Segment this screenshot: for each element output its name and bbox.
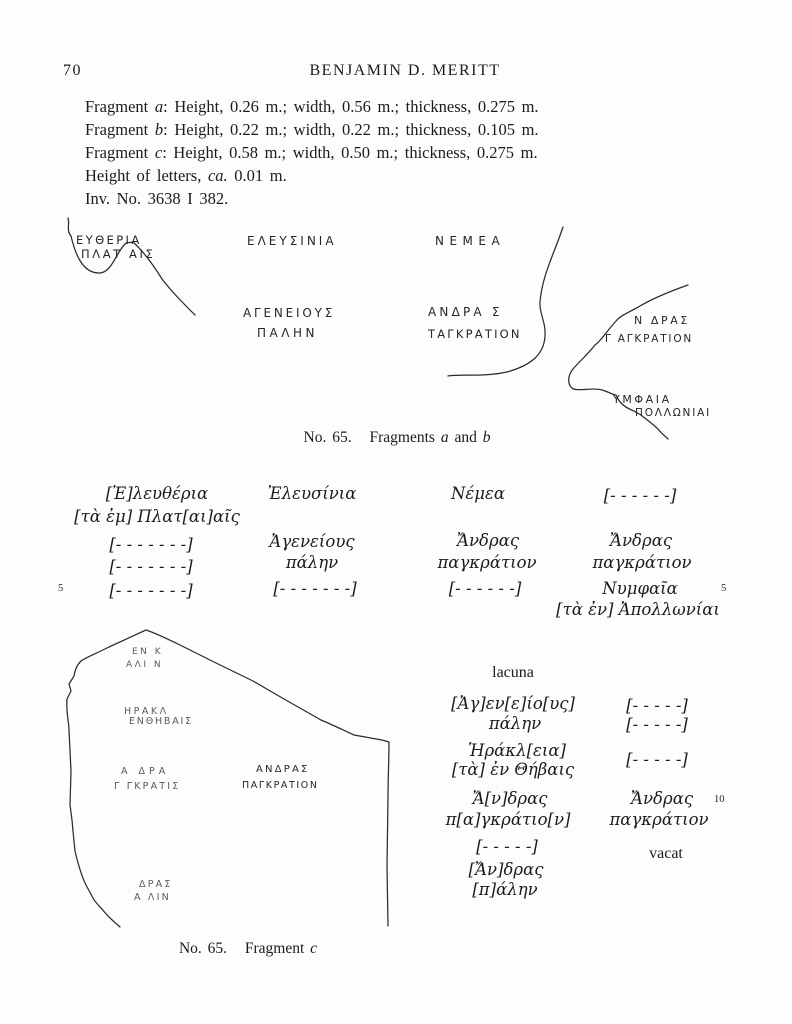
greek-line-fc-r5: παγκράτιον <box>609 810 709 829</box>
greek-line-c2r3: Ἀγενείους <box>269 532 355 551</box>
description-line-fragment-c <box>85 143 538 163</box>
greek-line-fc-r2: [- - - - -] <box>626 715 688 734</box>
running-head-title: BENJAMIN D. MERITT <box>309 62 501 79</box>
description-text: : Height, 0.22 m.; width, 0.22 m.; thickness, 0.105 m. <box>163 120 539 139</box>
greek-line-c1r1: [Ἐ]λευθέρια <box>105 484 209 503</box>
inscription-label-g-agkration: Γ ΑΓΚΡΑΤΙΟΝ <box>605 333 694 345</box>
caption-fragment-b: b <box>482 429 491 446</box>
caption-number: No. 65. <box>178 940 228 957</box>
caption-fragment-c: c <box>310 940 318 957</box>
greek-line-c3r4: παγκράτιον <box>437 553 537 572</box>
greek-line-fc-l3: Ἡράκλ[εια] <box>468 741 566 760</box>
greek-line-c2r5: [- - - - - - -] <box>273 579 357 598</box>
line-number-5-right: 5 <box>721 583 727 594</box>
greek-line-c4r5: Νυμφαῖα <box>602 579 678 598</box>
greek-line-fc-l8: [Ἄν]δρας <box>468 860 544 879</box>
fragment-c-outline <box>67 630 389 927</box>
fragment-letter: c <box>154 143 163 162</box>
inscription-label-enthebais: ΕΝΘΗΒΑΙΣ <box>129 716 193 727</box>
inscription-label-nemea: ΝΕΜΕΑ <box>435 234 506 248</box>
inscription-label-andras: ΑΝΔΡΑΣ <box>256 764 310 775</box>
greek-line-c4r4: παγκράτιον <box>592 553 692 572</box>
greek-line-fc-l2: πάλην <box>488 714 542 733</box>
caption-and: and <box>454 429 477 446</box>
greek-line-c3r1: Νέμεα <box>450 484 506 503</box>
fragment-letter: b <box>154 120 164 139</box>
greek-line-c4r6: [τὰ ἐν] Ἀπολλωνίαι <box>556 600 720 619</box>
inscription-label-ymphaia: ΥΜΦΑΙΑ <box>613 393 672 406</box>
description-line-inventory <box>85 189 228 209</box>
greek-line-fc-r3: [- - - - -] <box>626 750 688 769</box>
greek-line-c1r4: [- - - - - - -] <box>109 557 193 576</box>
description-text: Fragment <box>85 120 155 139</box>
greek-line-c1r5: [- - - - - - -] <box>109 581 193 600</box>
greek-line-c3r5: [- - - - - -] <box>448 579 522 598</box>
description-text: 0.01 m. <box>227 166 287 185</box>
figure-ab-caption <box>304 429 491 447</box>
description-text: : Height, 0.26 m.; width, 0.56 m.; thickness, 0.275 m. <box>163 97 539 116</box>
figure-ab-drawing <box>55 215 767 439</box>
greek-line-c1r3: [- - - - - - -] <box>109 535 193 554</box>
greek-line-fc-r4: Ἄνδρας <box>630 789 694 808</box>
line-number-5-left: 5 <box>58 583 64 594</box>
caption-number: No. 65. <box>303 429 352 446</box>
inscription-label-alin: Α ΛΙΝ <box>134 892 171 903</box>
description-text: Fragment <box>85 97 155 116</box>
inscription-label-pagkration: ΠΑΓΚΡΑΤΙΟΝ <box>242 780 319 791</box>
inscription-label-en-k: ΕΝ Κ <box>132 647 164 657</box>
greek-line-fc-r1: [- - - - -] <box>626 696 688 715</box>
description-line-fragment-b <box>85 120 539 140</box>
description-text: Height of letters, <box>85 166 208 185</box>
greek-line-fc-l9: [π]άλην <box>472 880 538 899</box>
greek-line-c3r3: Ἄνδρας <box>456 531 520 550</box>
description-text: Inv. No. 3638 I 382. <box>85 189 229 208</box>
description-text: : Height, 0.58 m.; width, 0.50 m.; thickness, 0.275 m. <box>162 143 538 162</box>
greek-line-fc-l5: Ἄ[ν]δρας <box>472 789 548 808</box>
inscription-label-a-dra: Α ΔΡΑ <box>121 766 170 777</box>
inscription-label-ali-n: ΑΛΙ Ν <box>126 660 164 670</box>
greek-line-fc-l1: [Ἀγ]εν[ε]ίο[υς] <box>451 694 575 713</box>
caption-label: Fragments <box>369 429 435 446</box>
greek-line-c2r1: Ἐλευσίνια <box>267 484 357 503</box>
description-text: Fragment <box>85 143 155 162</box>
inscription-label-dras: ΔΡΑΣ <box>139 879 173 890</box>
description-line-letter-height <box>85 166 287 186</box>
greek-line-c4r1: [- - - - - -] <box>603 486 677 505</box>
lacuna-label: lacuna <box>492 664 534 681</box>
inscription-label-eleusinia: ΕΛΕΥΣΙΝΙΑ <box>247 234 337 248</box>
figure-c-drawing <box>55 628 401 940</box>
greek-line-c4r3: Ἄνδρας <box>609 531 673 550</box>
inscription-label-andra-s: ΑΝΔΡΑ Σ <box>428 305 503 319</box>
line-number-10: 10 <box>714 794 725 805</box>
circa-abbrev: ca. <box>207 166 228 185</box>
description-line-fragment-a <box>85 97 539 117</box>
inscription-label-palen: ΠΑΛΗΝ <box>257 326 318 340</box>
fragment-letter: a <box>154 97 164 116</box>
fragment-a-right-break-line <box>448 227 563 376</box>
greek-line-c2r4: πάλην <box>285 553 339 572</box>
inscription-label-g-kratis: Γ ΓΚΡΑΤΙΣ <box>114 781 181 792</box>
vacat-label: vacat <box>649 845 683 862</box>
page-number: 70 <box>63 62 82 79</box>
inscription-label-herakl: ΗΡΑΚΛ <box>124 706 169 717</box>
inscription-label-tagkration: ΤΑΓΚΡΑΤΙΟΝ <box>428 327 522 341</box>
greek-line-fc-l4: [τὰ] ἐν Θήβαις <box>451 760 575 779</box>
inscription-label-ndras: Ν ΔΡΑΣ <box>634 314 690 327</box>
caption-label: Fragment <box>244 940 305 957</box>
caption-fragment-a: a <box>440 429 449 446</box>
inscription-label-plataiais: ΠΛΑΤ ΑΙΣ <box>81 247 156 261</box>
inscription-label-ageneious: ΑΓΕΝΕΙΟΥΣ <box>243 306 336 320</box>
greek-line-fc-l7: [- - - - -] <box>476 837 538 856</box>
greek-line-fc-l6: π[α]γκράτιο[ν] <box>445 810 571 829</box>
figure-c-caption <box>179 940 317 958</box>
inscription-label-eutheria: ΕΥΘΕΡΙΑ <box>76 233 142 247</box>
inscription-label-polloniai: ΠΟΛΛΩΝΙΑΙ <box>635 407 711 419</box>
greek-line-c1r2: [τὰ ἐμ] Πλατ[αι]αῖς <box>74 507 240 526</box>
